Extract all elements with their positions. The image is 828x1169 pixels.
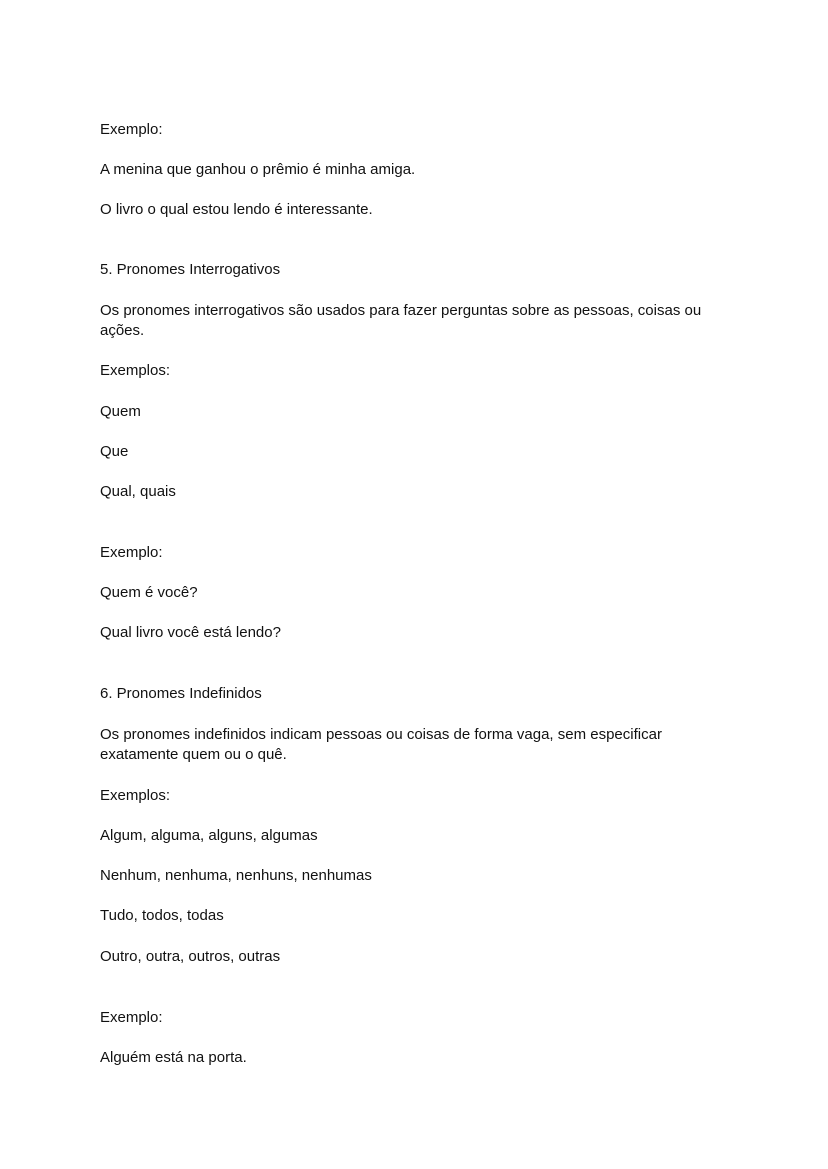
examples-label: Exemplos: [100, 787, 171, 804]
section-description [100, 725, 662, 765]
example-sentence: O livro o qual estou lendo é interessante. [100, 201, 373, 218]
section-description [100, 301, 701, 341]
description-line: Os pronomes indefinidos indicam pessoas ou coisas de forma vaga, sem especificar [100, 726, 662, 743]
description-line: Os pronomes interrogativos são usados para fazer perguntas sobre as pessoas, coisas ou [100, 302, 702, 319]
example-item: Nenhum, nenhuma, nenhuns, nenhumas [100, 867, 372, 884]
example-label: Exemplo: [100, 1009, 163, 1026]
example-sentence: Qual livro você está lendo? [100, 624, 281, 641]
example-label: Exemplo: [100, 544, 163, 561]
example-item: Que [100, 443, 129, 460]
example-item: Qual, quais [100, 483, 176, 500]
example-item: Tudo, todos, todas [100, 907, 224, 924]
example-item: Outro, outra, outros, outras [100, 948, 281, 965]
example-item: Algum, alguma, alguns, algumas [100, 827, 318, 844]
example-item: Quem [100, 403, 141, 420]
example-sentence: A menina que ganhou o prêmio é minha amiga. [100, 161, 416, 178]
description-line: ações. [100, 322, 145, 339]
section-heading-interrogativos: 5. Pronomes Interrogativos [100, 261, 281, 278]
example-sentence: Quem é você? [100, 584, 198, 601]
example-sentence: Alguém está na porta. [100, 1049, 247, 1066]
description-line: exatamente quem ou o quê. [100, 746, 287, 763]
section-heading-indefinidos: 6. Pronomes Indefinidos [100, 685, 262, 702]
examples-label: Exemplos: [100, 362, 171, 379]
example-label: Exemplo: [100, 121, 163, 138]
